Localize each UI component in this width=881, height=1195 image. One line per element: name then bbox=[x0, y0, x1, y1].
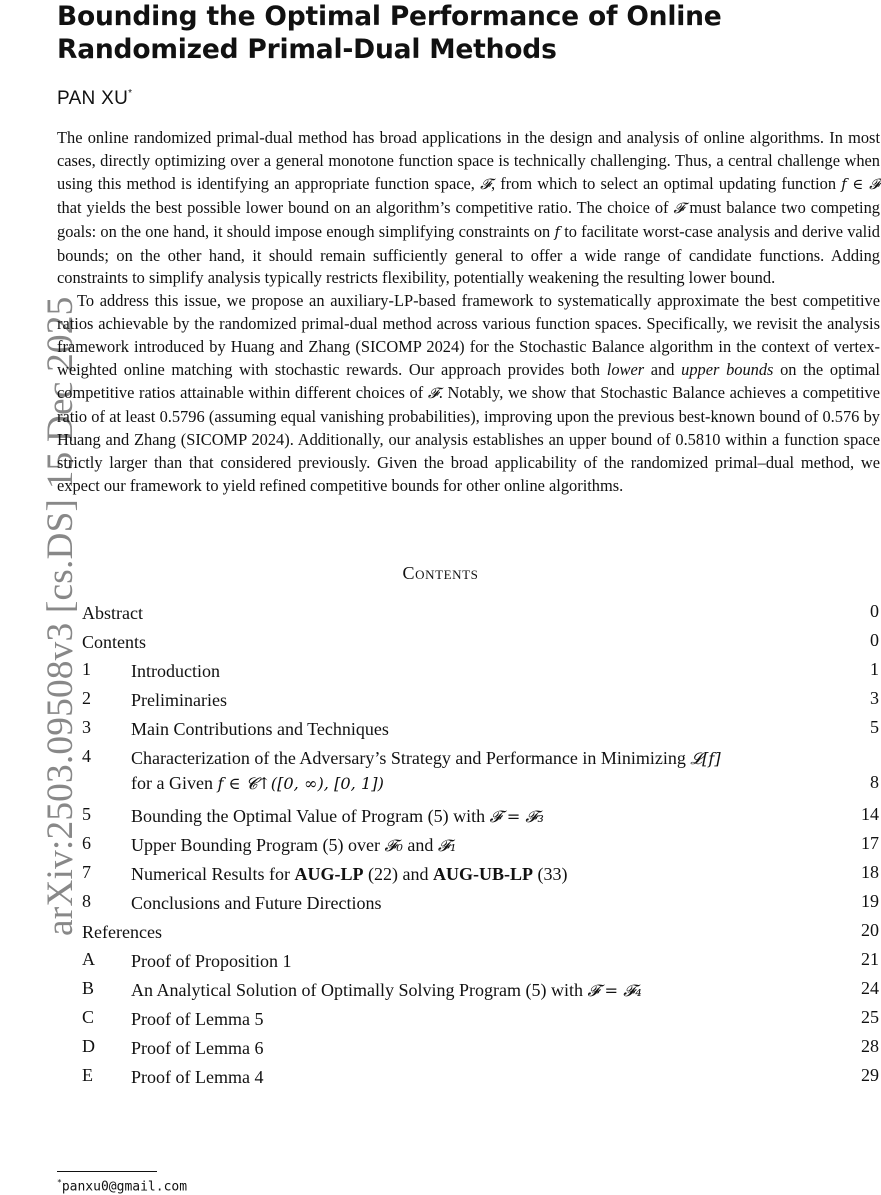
toc-entry-main-contributions[interactable]: 3 Main Contributions and Techniques 5 bbox=[82, 717, 879, 739]
arxiv-side-stamp bbox=[0, 0, 81, 1195]
toc-entry-introduction[interactable]: 1 Introduction 1 bbox=[82, 659, 879, 681]
toc-entry-bounding-optimal[interactable]: 5 Bounding the Optimal Value of Program (5) with 𝓕 = 𝓕₃ 14 bbox=[82, 804, 879, 826]
toc-entry-adversary-strategy[interactable]: 4 Characterization of the Adversary’s Strategy and Performance in Minimizing 𝓛[f] for a Given f ∈ 𝓒↑([0, ∞), [0, 1]) 8 bbox=[82, 746, 879, 793]
toc-entry-numerical-results[interactable]: 7 Numerical Results for AUG-LP (22) and AUG-UB-LP (33) 18 bbox=[82, 862, 879, 884]
abstract-paragraph-2: To address this issue, we propose an auxiliary-LP-based framework to systematically approximate the best competitive ratios achievable by the randomized primal-dual method across various function spaces. Specifically, we revisit the analysis framework introduced by Huang and Zhang (SICOMP 2024) for the Stochastic Balance algorithm in the context of vertex-weighted online matching with stochastic rewards. Our approach provides both lower and upper bounds on the optimal competitive ratios attainable within different choices of 𝓕. Notably, we show that Stochastic Balance achieves a competitive ratio of at least 0.5796 (assuming equal vanishing probabilities), improving upon the previous best-known bound of 0.576 by Huang and Zhang (SICOMP 2024). Additionally, our analysis establishes an upper bound of 0.5810 within a function space strictly larger than that considered previously. Given the broad applicability of the randomized primal–dual method, we expect our framework to yield refined competitive bounds for other online algorithms. bbox=[57, 291, 881, 495]
author-footnote-mark: * bbox=[128, 88, 133, 99]
toc-entry-preliminaries[interactable]: 2 Preliminaries 3 bbox=[82, 688, 879, 710]
footnote-rule bbox=[57, 1171, 157, 1172]
toc-entry-upper-bounding[interactable]: 6 Upper Bounding Program (5) over 𝓕₀ and 𝓕₁ 17 bbox=[82, 833, 879, 855]
toc-entry-appendix-e[interactable]: E Proof of Lemma 4 29 bbox=[82, 1065, 879, 1087]
author bbox=[57, 88, 132, 110]
toc-entry-appendix-b[interactable]: B An Analytical Solution of Optimally Solving Program (5) with 𝓕 = 𝓕₄ 24 bbox=[82, 978, 879, 1000]
abstract-paragraph-1: The online randomized primal-dual method has broad applications in the design and analysis of online algorithms. In most cases, directly optimizing over a general monotone function space is technically challenging. Thus, a central challenge when using this method is identifying an appropriate function space, 𝓕, from which to select an optimal updating function f ∈ 𝓕 that yields the best possible lower bound on an algorithm’s competitive ratio. The choice of 𝓕 must balance two competing goals: on the one hand, it should impose enough simplifying constraints on f to facilitate worst-case analysis and derive valid bounds; on the other hand, it should remain sufficiently general to offer a wide range of candidate functions. Adding constraints to simplify analysis typically restricts flexibility, potentially weakening the resulting lower bound. bbox=[57, 128, 881, 288]
toc-entry-contents[interactable]: Contents 0 bbox=[82, 630, 879, 652]
toc-entry-appendix-c[interactable]: C Proof of Lemma 5 25 bbox=[82, 1007, 879, 1029]
author-name: PAN XU bbox=[57, 88, 129, 109]
footnote-email: *panxu0@gmail.com bbox=[57, 1178, 188, 1195]
toc-entry-appendix-a[interactable]: A Proof of Proposition 1 21 bbox=[82, 949, 879, 971]
toc-entry-abstract[interactable]: Abstract 0 bbox=[82, 601, 879, 623]
arxiv-identifier: arXiv:2503.09508v3 [cs.DS] 15 Dec 2025 bbox=[40, 296, 81, 936]
abstract bbox=[57, 127, 880, 498]
paper-title: Bounding the Optimal Performance of Online Randomized Primal-Dual Methods bbox=[57, 1, 722, 65]
toc-entry-appendix-d[interactable]: D Proof of Lemma 6 28 bbox=[82, 1036, 879, 1058]
toc-entry-conclusions[interactable]: 8 Conclusions and Future Directions 19 bbox=[82, 891, 879, 913]
toc-entry-references[interactable]: References 20 bbox=[82, 920, 879, 942]
contents-heading: Contents bbox=[402, 563, 479, 583]
